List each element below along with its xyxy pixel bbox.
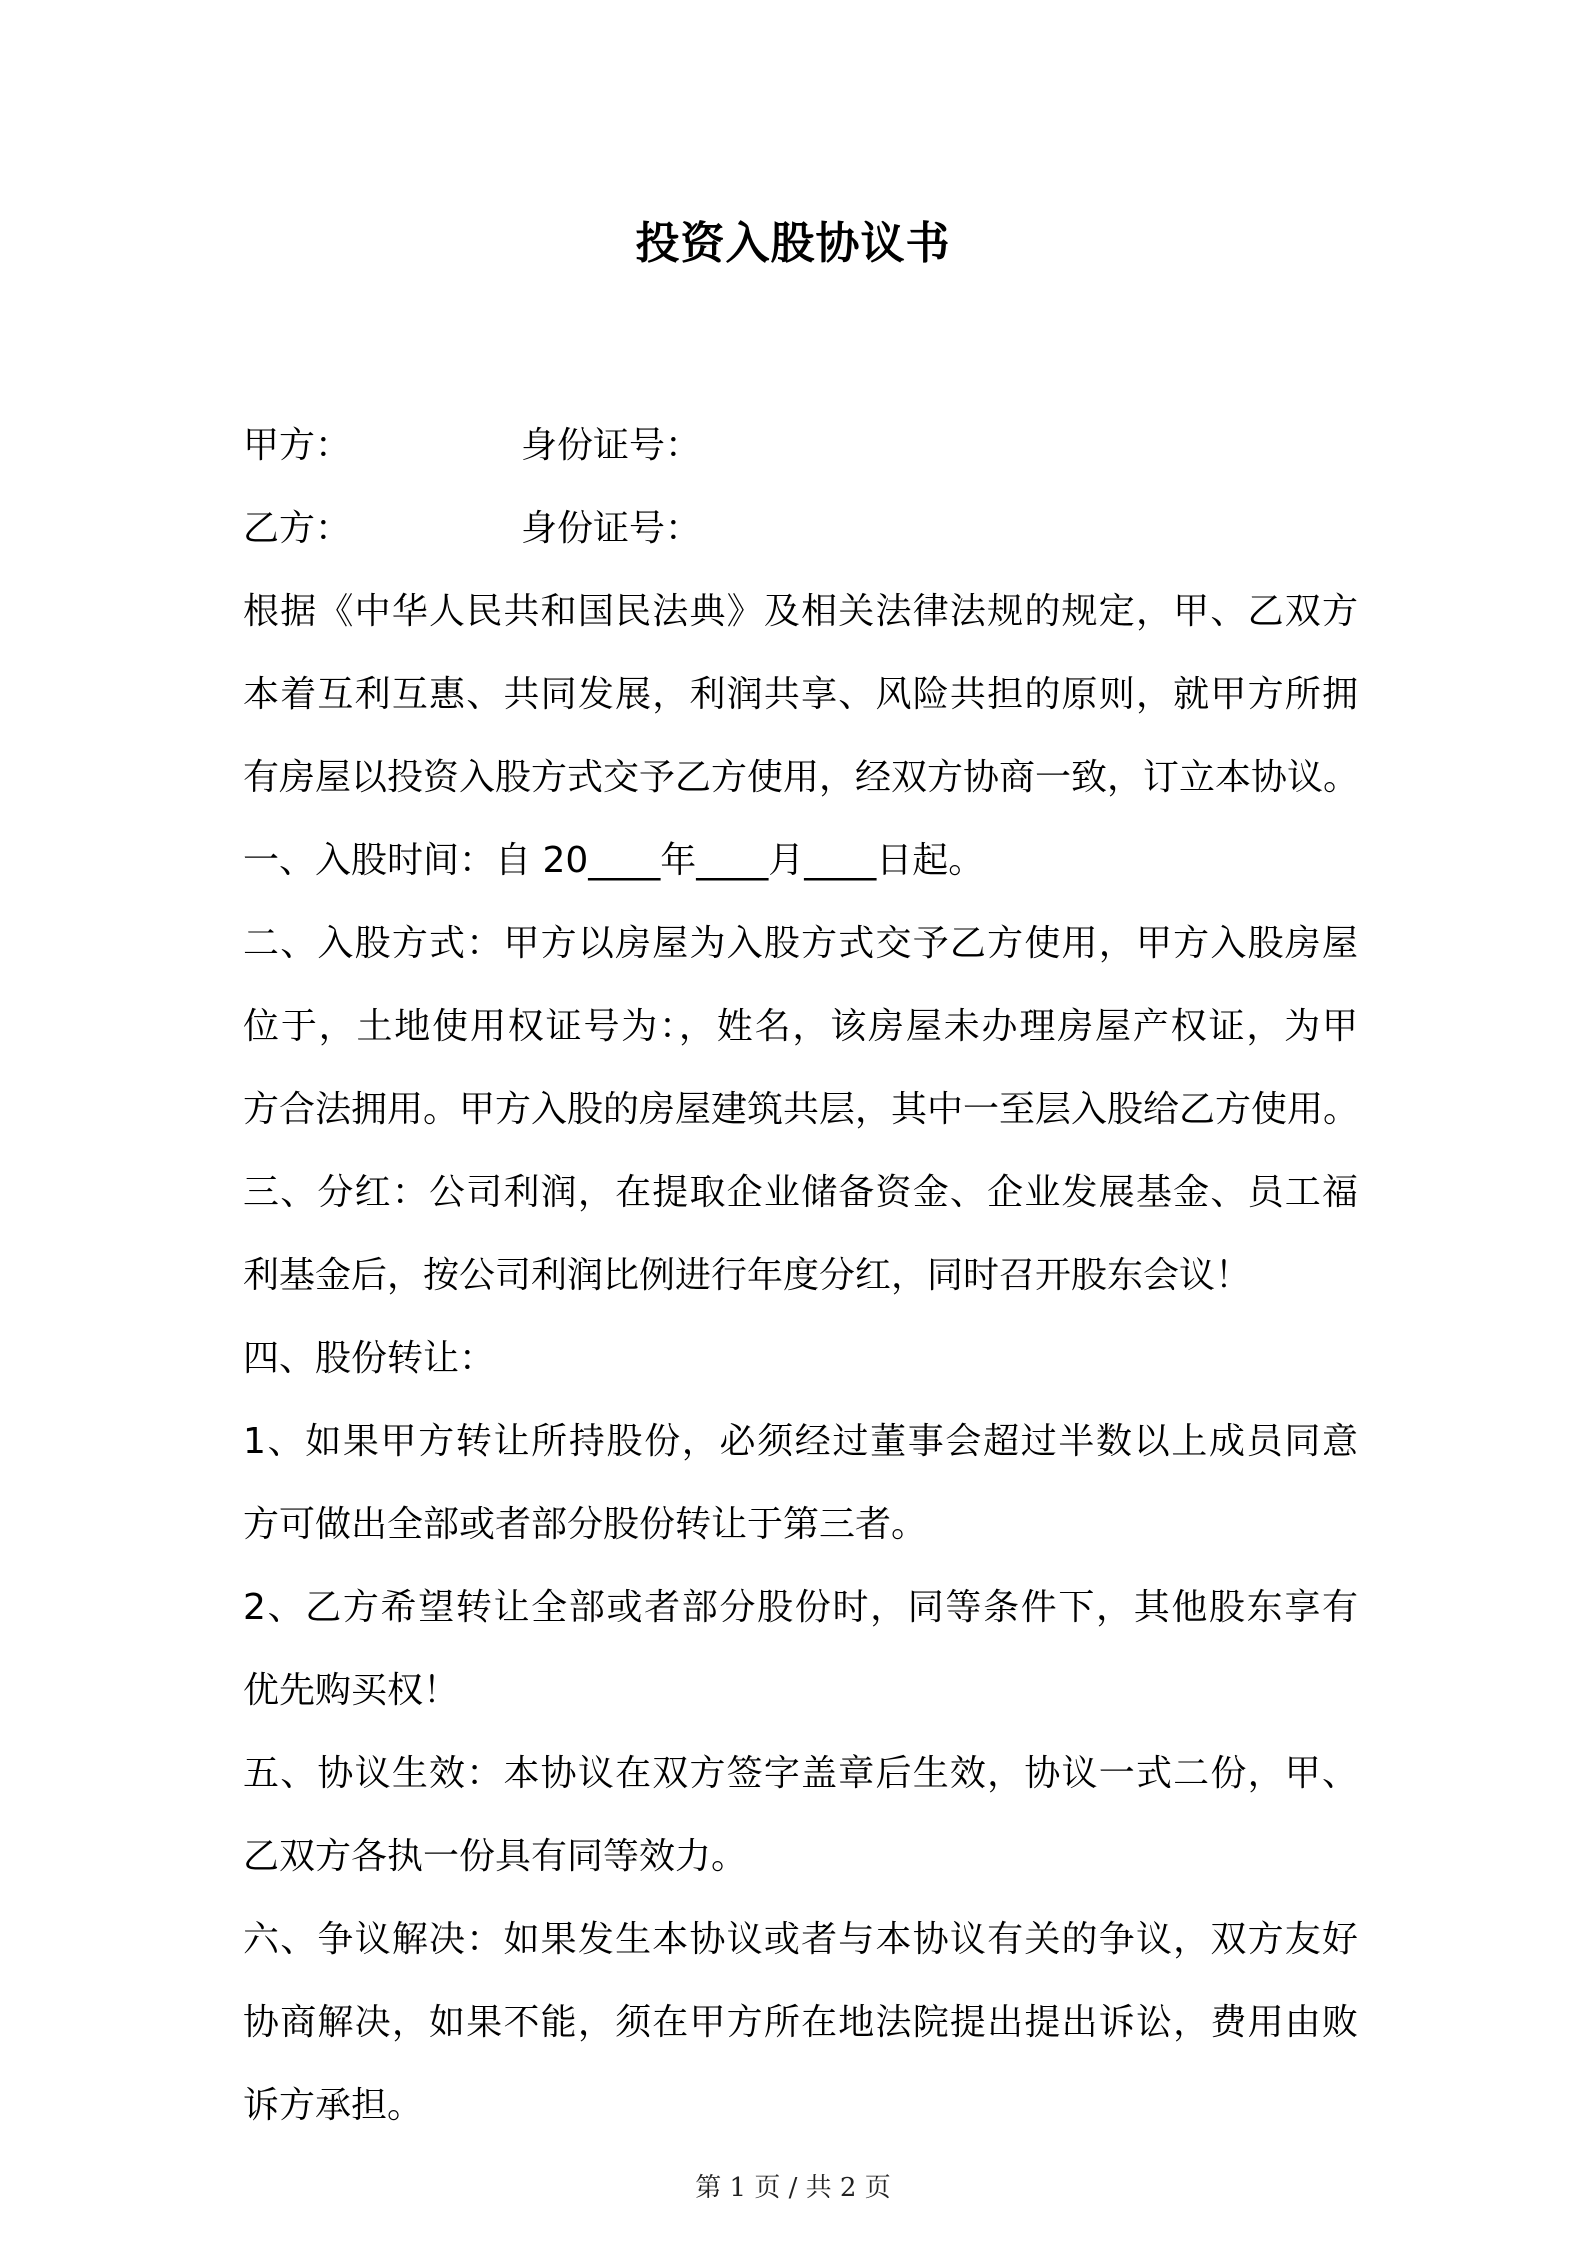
clause-4-item-1-line-2: 方可做出全部或者部分股份转让于第三者。	[243, 1504, 928, 1545]
page-number-footer: 第 1 页 / 共 2 页	[695, 2173, 891, 2203]
party-a-id-label: 身份证号：	[521, 425, 702, 466]
clause-4-item-1-line-1: 1、如果甲方转让所持股份，必须经过董事会超过半数以上成员同意	[243, 1421, 1358, 1462]
preamble-line-3: 有房屋以投资入股方式交予乙方使用，经双方协商一致，订立本协议。	[243, 757, 1360, 798]
clause-2-line-3: 方合法拥用。甲方入股的房屋建筑共层，其中一至层入股给乙方使用。	[243, 1089, 1360, 1130]
document-body	[243, 404, 1358, 2147]
party-b-id-label: 身份证号：	[521, 508, 702, 549]
clause-2-line-1: 二、入股方式：甲方以房屋为入股方式交予乙方使用，甲方入股房屋	[243, 923, 1358, 964]
party-b-line	[243, 487, 1358, 570]
clause-1-line-1: 一、入股时间：自 20____年____月____日起。	[243, 840, 985, 881]
clause-6-line-2: 协商解决，如果不能，须在甲方所在地法院提出提出诉讼，费用由败	[243, 2002, 1358, 2043]
preamble-line-1: 根据《中华人民共和国民法典》及相关法律法规的规定，甲、乙双方	[243, 591, 1358, 632]
clause-5-line-1: 五、协议生效：本协议在双方签字盖章后生效，协议一式二份，甲、	[243, 1753, 1358, 1794]
clause-4-heading: 四、股份转让：	[243, 1338, 496, 1379]
document-title: 投资入股协议书	[635, 218, 951, 269]
clause-3-line-2: 利基金后，按公司利润比例进行年度分红，同时召开股东会议！	[243, 1255, 1252, 1296]
party-a-line	[243, 404, 1358, 487]
party-a-label: 甲方：	[243, 425, 352, 466]
clause-4-item-2-line-2: 优先购买权！	[243, 1670, 460, 1711]
clause-4-item-2-line-1: 2、乙方希望转让全部或者部分股份时，同等条件下，其他股东享有	[243, 1587, 1358, 1628]
preamble-line-2: 本着互利互惠、共同发展，利润共享、风险共担的原则，就甲方所拥	[243, 674, 1358, 715]
clause-3-line-1: 三、分红：公司利润，在提取企业储备资金、企业发展基金、员工福	[243, 1172, 1358, 1213]
clause-5-line-2: 乙双方各执一份具有同等效力。	[243, 1836, 748, 1877]
clause-2-line-2: 位于，土地使用权证号为：，姓名，该房屋未办理房屋产权证，为甲	[243, 1006, 1358, 1047]
clause-6-line-3: 诉方承担。	[243, 2085, 424, 2126]
clause-6-line-1: 六、争议解决：如果发生本协议或者与本协议有关的争议，双方友好	[243, 1919, 1358, 1960]
party-b-label: 乙方：	[243, 508, 352, 549]
